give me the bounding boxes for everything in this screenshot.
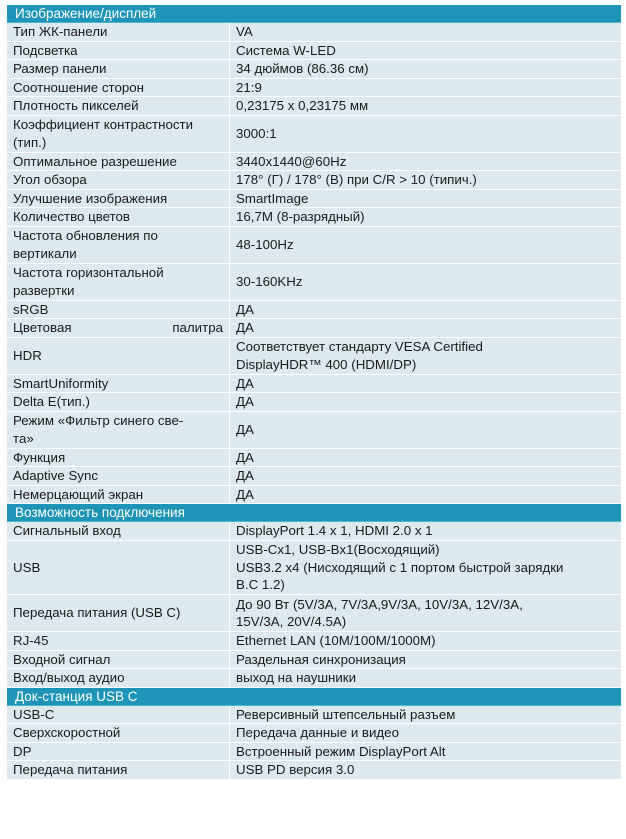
spec-label bbox=[7, 541, 230, 595]
spec-row bbox=[7, 541, 621, 596]
spec-label bbox=[7, 743, 230, 761]
spec-label bbox=[7, 42, 230, 60]
spec-row bbox=[7, 486, 621, 505]
spec-value bbox=[230, 412, 621, 448]
spec-label-line: та» bbox=[13, 430, 34, 446]
spec-value-line: 3440x1440@60Hz bbox=[236, 153, 347, 169]
spec-value bbox=[230, 171, 621, 189]
spec-label bbox=[7, 171, 230, 189]
spec-value bbox=[230, 651, 621, 669]
spec-row bbox=[7, 761, 621, 780]
spec-label bbox=[7, 724, 230, 742]
spec-value-line: выход на наушники bbox=[236, 670, 357, 685]
spec-row bbox=[7, 338, 621, 375]
spec-value-line: 0,23175 x 0,23175 мм bbox=[236, 98, 369, 113]
spec-row bbox=[7, 595, 621, 632]
spec-row bbox=[7, 319, 621, 338]
spec-value bbox=[230, 449, 621, 467]
spec-label bbox=[7, 651, 230, 669]
spec-label-line: Adaptive Sync bbox=[13, 468, 99, 483]
section-header: Изображение/дисплей bbox=[7, 5, 621, 23]
spec-value bbox=[230, 42, 621, 60]
spec-label-line: DP bbox=[13, 743, 32, 759]
spec-label-line: Частота горизонтальной bbox=[13, 265, 164, 280]
spec-label bbox=[7, 301, 230, 319]
spec-value bbox=[230, 23, 621, 41]
spec-label-line: Подсветка bbox=[13, 42, 78, 58]
spec-label-line: Вход/выход аудио bbox=[13, 670, 125, 685]
spec-label-line: Delta E(тип.) bbox=[13, 394, 90, 409]
spec-value-line: Раздельная синхронизация bbox=[236, 651, 406, 667]
spec-row bbox=[7, 375, 621, 394]
spec-value-line: Передача данные и видео bbox=[236, 725, 399, 740]
spec-label-line: USB bbox=[13, 559, 41, 575]
spec-label-line: Входной сигнал bbox=[13, 651, 111, 667]
spec-value-line: 15V/3A, 20V/4.5A) bbox=[236, 614, 347, 629]
spec-value bbox=[230, 706, 621, 724]
spec-value-line: USB-Cx1, USB-Bx1(Восходящий) bbox=[236, 542, 440, 557]
spec-row bbox=[7, 669, 621, 688]
spec-row bbox=[7, 79, 621, 98]
spec-value-line: До 90 Вт (5V/3A, 7V/3A,9V/3A, 10V/3A, 12V/3A, bbox=[236, 596, 523, 612]
spec-value-line: VA bbox=[236, 24, 253, 39]
spec-value-line: ДА bbox=[236, 449, 254, 465]
spec-label-line: HDR bbox=[13, 347, 42, 363]
spec-label bbox=[7, 190, 230, 208]
spec-label-line: SmartUniformity bbox=[13, 375, 109, 391]
spec-value-line: 178° (Г) / 178° (В) при C/R > 10 (типич.) bbox=[236, 172, 477, 187]
spec-label-line: (тип.) bbox=[13, 134, 47, 150]
spec-value-line: 34 дюймов (86.36 см) bbox=[236, 61, 369, 76]
spec-row bbox=[7, 632, 621, 651]
spec-value-line: USB3.2 x4 (Нисходящий с 1 портом быстрой зарядки bbox=[236, 559, 564, 575]
spec-label-line: sRGB bbox=[13, 301, 49, 317]
spec-label-line: вертикали bbox=[13, 245, 77, 261]
spec-row bbox=[7, 301, 621, 320]
spec-value bbox=[230, 467, 621, 485]
spec-label bbox=[7, 761, 230, 779]
spec-table bbox=[7, 5, 621, 780]
spec-value bbox=[230, 116, 621, 152]
spec-label bbox=[7, 97, 230, 115]
spec-row bbox=[7, 412, 621, 449]
spec-value-line: 3000:1 bbox=[236, 125, 277, 141]
spec-row bbox=[7, 23, 621, 42]
spec-value-line: Встроенный режим DisplayPort Alt bbox=[236, 743, 446, 759]
spec-row bbox=[7, 171, 621, 190]
spec-value-line: 30-160KHz bbox=[236, 273, 303, 289]
spec-label bbox=[7, 338, 230, 374]
spec-value bbox=[230, 79, 621, 97]
spec-value bbox=[230, 541, 621, 595]
spec-label bbox=[7, 669, 230, 687]
spec-value bbox=[230, 60, 621, 78]
spec-label bbox=[7, 375, 230, 393]
spec-value-line: DisplayHDR™ 400 (HDMI/DP) bbox=[236, 356, 417, 372]
spec-label-line: Передача питания (USB C) bbox=[13, 605, 181, 621]
spec-label bbox=[7, 116, 230, 152]
spec-value-line: ДА bbox=[236, 394, 254, 409]
spec-value-line: ДА bbox=[236, 320, 254, 335]
spec-label-line: Передача питания bbox=[13, 762, 128, 777]
spec-value bbox=[230, 338, 621, 374]
spec-value bbox=[230, 486, 621, 504]
spec-label-line: Улучшение изображения bbox=[13, 190, 168, 206]
spec-value-line: ДА bbox=[236, 486, 254, 502]
spec-value-line: 21:9 bbox=[236, 79, 262, 95]
spec-label bbox=[7, 227, 230, 263]
spec-value-line: B.C 1.2) bbox=[236, 577, 285, 592]
spec-label-line: Угол обзора bbox=[13, 172, 87, 187]
spec-value bbox=[230, 724, 621, 742]
spec-value-line: Ethernet LAN (10M/100M/1000M) bbox=[236, 633, 436, 648]
spec-value-line: Система W-LED bbox=[236, 42, 336, 58]
spec-value bbox=[230, 227, 621, 263]
spec-label-word: Цветовая bbox=[13, 320, 72, 335]
spec-row bbox=[7, 522, 621, 541]
spec-label-line: Оптимальное разрешение bbox=[13, 153, 177, 169]
spec-value-line: DisplayPort 1.4 x 1, HDMI 2.0 x 1 bbox=[236, 523, 433, 538]
spec-value bbox=[230, 301, 621, 319]
spec-label bbox=[7, 632, 230, 650]
spec-row bbox=[7, 264, 621, 301]
spec-row bbox=[7, 97, 621, 116]
spec-label bbox=[7, 319, 230, 337]
spec-value bbox=[230, 393, 621, 411]
spec-label bbox=[7, 208, 230, 226]
spec-row bbox=[7, 42, 621, 61]
spec-value-line: 48-100Hz bbox=[236, 236, 294, 252]
spec-value bbox=[230, 632, 621, 650]
spec-row bbox=[7, 116, 621, 153]
spec-label-line: Тип ЖК-панели bbox=[13, 24, 108, 39]
spec-label-line: Размер панели bbox=[13, 61, 107, 76]
spec-label-line: Немерцающий экран bbox=[13, 486, 144, 502]
spec-label-line: Коэффициент контрастности bbox=[13, 117, 194, 132]
spec-label-word: палитра bbox=[172, 320, 223, 335]
spec-row bbox=[7, 393, 621, 412]
spec-label-line: Частота обновления по bbox=[13, 228, 158, 243]
spec-value bbox=[230, 208, 621, 226]
spec-value-line: 16,7M (8-разрядный) bbox=[236, 209, 365, 224]
spec-label-line: Режим «Фильтр синего све- bbox=[13, 413, 184, 428]
spec-row bbox=[7, 153, 621, 172]
spec-value bbox=[230, 761, 621, 779]
spec-label bbox=[7, 264, 230, 300]
spec-value bbox=[230, 190, 621, 208]
spec-value bbox=[230, 319, 621, 337]
spec-row bbox=[7, 449, 621, 468]
spec-label bbox=[7, 595, 230, 631]
spec-label-line: Сигнальный вход bbox=[13, 523, 121, 538]
spec-label bbox=[7, 60, 230, 78]
spec-label-line: Плотность пикселей bbox=[13, 98, 139, 113]
spec-label bbox=[7, 467, 230, 485]
section-header: Док-станция USB C bbox=[7, 688, 621, 706]
spec-label bbox=[7, 706, 230, 724]
spec-label bbox=[7, 522, 230, 540]
spec-label bbox=[7, 23, 230, 41]
spec-value-line: ДА bbox=[236, 301, 254, 317]
spec-value bbox=[230, 153, 621, 171]
spec-value bbox=[230, 264, 621, 300]
spec-label bbox=[7, 486, 230, 504]
spec-row bbox=[7, 60, 621, 79]
spec-value bbox=[230, 522, 621, 540]
spec-label-line: USB-C bbox=[13, 706, 55, 722]
spec-label-line: Функция bbox=[13, 449, 66, 465]
spec-value-line: SmartImage bbox=[236, 190, 309, 206]
spec-value bbox=[230, 375, 621, 393]
spec-row bbox=[7, 190, 621, 209]
spec-label bbox=[7, 412, 230, 448]
spec-value bbox=[230, 97, 621, 115]
spec-row bbox=[7, 724, 621, 743]
spec-value bbox=[230, 595, 621, 631]
section-header: Возможность подключения bbox=[7, 504, 621, 522]
spec-row bbox=[7, 208, 621, 227]
spec-value-line: ДА bbox=[236, 375, 254, 391]
spec-label bbox=[7, 79, 230, 97]
spec-row bbox=[7, 706, 621, 725]
spec-row bbox=[7, 651, 621, 670]
spec-value-line: ДА bbox=[236, 421, 254, 437]
spec-value bbox=[230, 743, 621, 761]
spec-label-line: развертки bbox=[13, 282, 75, 298]
spec-label bbox=[7, 393, 230, 411]
spec-row bbox=[7, 467, 621, 486]
spec-value-line: USB PD версия 3.0 bbox=[236, 762, 355, 777]
spec-label bbox=[7, 153, 230, 171]
spec-label bbox=[7, 449, 230, 467]
spec-label-line: Сверхскоростной bbox=[13, 725, 121, 740]
spec-value-line: ДА bbox=[236, 468, 254, 483]
spec-label-line: Соотношение сторон bbox=[13, 79, 144, 95]
spec-label-line: Количество цветов bbox=[13, 209, 130, 224]
spec-row bbox=[7, 743, 621, 762]
spec-row bbox=[7, 227, 621, 264]
spec-label-line: RJ-45 bbox=[13, 633, 49, 648]
spec-value-line: Реверсивный штепсельный разъем bbox=[236, 706, 456, 722]
spec-value-line: Соответствует стандарту VESA Certified bbox=[236, 339, 483, 354]
spec-value bbox=[230, 669, 621, 687]
